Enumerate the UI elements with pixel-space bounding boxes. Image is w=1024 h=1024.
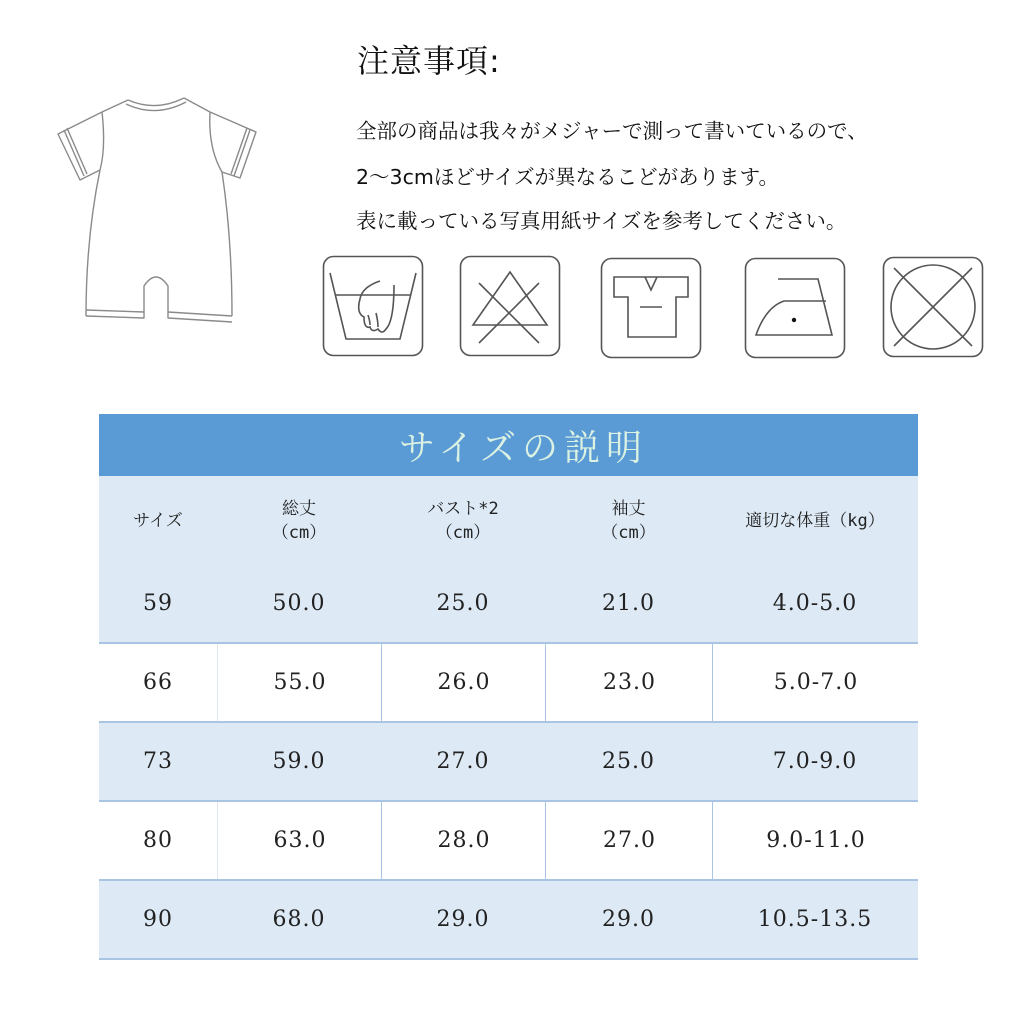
cell-sleeve-length: 21.0 (602, 591, 655, 616)
cell-sleeve-length: 27.0 (545, 802, 713, 879)
notice-title: 注意事項: (357, 42, 501, 80)
header-sleeve-length: 袖丈 （cm） (601, 498, 656, 543)
cell-sleeve-length: 25.0 (602, 749, 655, 774)
hand-wash-icon (322, 255, 424, 357)
header-size: サイズ (133, 510, 183, 531)
size-table-header (99, 476, 918, 567)
cell-total-length: 59.0 (272, 749, 326, 774)
size-table (99, 414, 918, 962)
cell-weight: 10.5-13.5 (757, 907, 873, 932)
cell-size: 90 (143, 907, 173, 932)
cell-weight: 5.0-7.0 (712, 644, 919, 721)
cell-size: 66 (143, 670, 173, 695)
cell-size: 59 (143, 591, 173, 616)
cell-bust: 28.0 (381, 802, 546, 879)
table-row (99, 802, 918, 881)
header-total-length: 総丈 （cm） (271, 498, 327, 543)
cell-bust: 27.0 (436, 749, 490, 774)
cell-total-length: 50.0 (272, 591, 326, 616)
iron-low-icon (744, 257, 846, 359)
header-bust: バスト*2 （cm） (427, 498, 499, 543)
hang-dry-icon (600, 257, 702, 359)
cell-total-length: 55.0 (217, 644, 382, 721)
table-row (99, 881, 918, 960)
table-row (99, 644, 918, 723)
table-row (99, 723, 918, 802)
cell-total-length: 63.0 (217, 802, 382, 879)
header-weight: 適切な体重（kg） (745, 510, 885, 531)
notice-line-1: 全部の商品は我々がメジャーで測って書いているので、 (356, 119, 868, 143)
notice-line-2: 2〜3cmほどサイズが異なるこどがあります。 (356, 165, 780, 189)
size-table-title: サイズの説明 (99, 414, 918, 476)
cell-sleeve-length: 29.0 (602, 907, 655, 932)
cell-bust: 25.0 (436, 591, 490, 616)
baby-romper-outline-icon (48, 88, 264, 330)
cell-weight: 9.0-11.0 (712, 802, 919, 879)
notice-line-3: 表に載っている写真用紙サイズを参考してください。 (356, 209, 847, 233)
cell-bust: 29.0 (436, 907, 490, 932)
cell-weight: 7.0-9.0 (772, 749, 858, 774)
do-not-tumble-dry-icon (882, 256, 984, 358)
cell-size: 80 (143, 828, 173, 853)
cell-weight: 4.0-5.0 (772, 591, 858, 616)
cell-sleeve-length: 23.0 (545, 644, 713, 721)
cell-size: 73 (143, 749, 173, 774)
table-row (99, 565, 918, 644)
do-not-bleach-icon (459, 255, 561, 357)
garment-illustration (48, 88, 264, 330)
cell-bust: 26.0 (381, 644, 546, 721)
cell-total-length: 68.0 (272, 907, 326, 932)
